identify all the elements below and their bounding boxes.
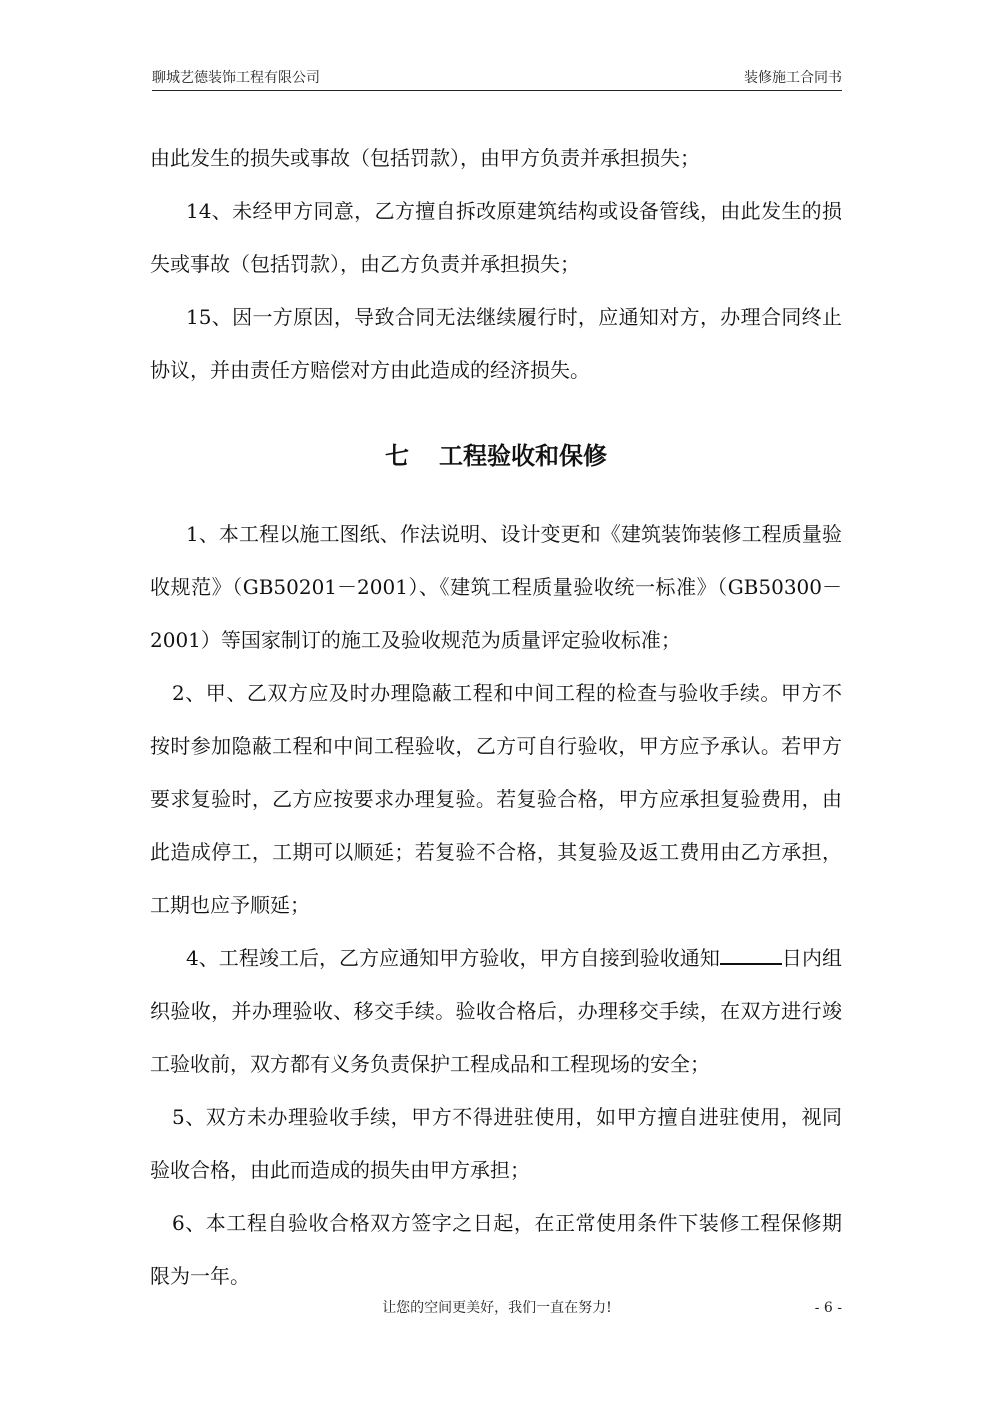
section-7-body	[150, 508, 842, 1303]
section-number: 七	[385, 442, 409, 470]
footer-slogan: 让您的空间更美好，我们一直在努力!	[382, 1300, 612, 1316]
page-number: - 6 -	[814, 1300, 842, 1316]
page-footer	[152, 1300, 842, 1320]
header-doc-title: 装修施工合同书	[744, 70, 842, 86]
days-blank	[720, 943, 782, 965]
page-header	[152, 70, 842, 91]
clause-1: 1、本工程以施工图纸、作法说明、设计变更和《建筑装饰装修工程质量验收规范》（GB50201－2001）、《建筑工程质量验收统一标准》（GB50300－2001）等国家制订的施工及验收规范为质量评定验收标准；	[150, 522, 842, 652]
header-company: 聊城艺德装饰工程有限公司	[152, 70, 320, 86]
clause-4-before: 4、工程竣工后，乙方应通知甲方验收，甲方自接到验收通知	[186, 946, 720, 970]
section-title	[150, 436, 842, 476]
clause-4-after: 日内组织验收，并办理验收、移交手续。验收合格后，办理移交手续，在双方进行竣工验收前，双方都有义务负责保护工程成品和工程现场的安全；	[150, 946, 843, 1076]
clause-2: 2、甲、乙双方应及时办理隐蔽工程和中间工程的检查与验收手续。甲方不按时参加隐蔽工程和中间工程验收，乙方可自行验收，甲方应予承认。若甲方要求复验时，乙方应按要求办理复验。若复验合格，甲方应承担复验费用，由此造成停工，工期可以顺延；若复验不合格，其复验及返工费用由乙方承担，工期也应予顺延；	[150, 681, 842, 917]
section-prev-body	[150, 132, 842, 397]
clause-15: 15、因一方原因，导致合同无法继续履行时，应通知对方，办理合同终止协议，并由责任方赔偿对方由此造成的经济损失。	[150, 305, 842, 382]
section-title-text: 工程验收和保修	[439, 442, 607, 470]
clause-6: 6、本工程自验收合格双方签字之日起，在正常使用条件下装修工程保修期限为一年。	[150, 1211, 842, 1288]
clause-13-continued: 由此发生的损失或事故（包括罚款），由甲方负责并承担损失；	[150, 146, 700, 170]
clause-5: 5、双方未办理验收手续，甲方不得进驻使用，如甲方擅自进驻使用，视同验收合格，由此而造成的损失由甲方承担；	[150, 1105, 842, 1182]
clause-4	[150, 932, 842, 1091]
clause-14: 14、未经甲方同意，乙方擅自拆改原建筑结构或设备管线，由此发生的损失或事故（包括罚款），由乙方负责并承担损失；	[150, 199, 842, 276]
